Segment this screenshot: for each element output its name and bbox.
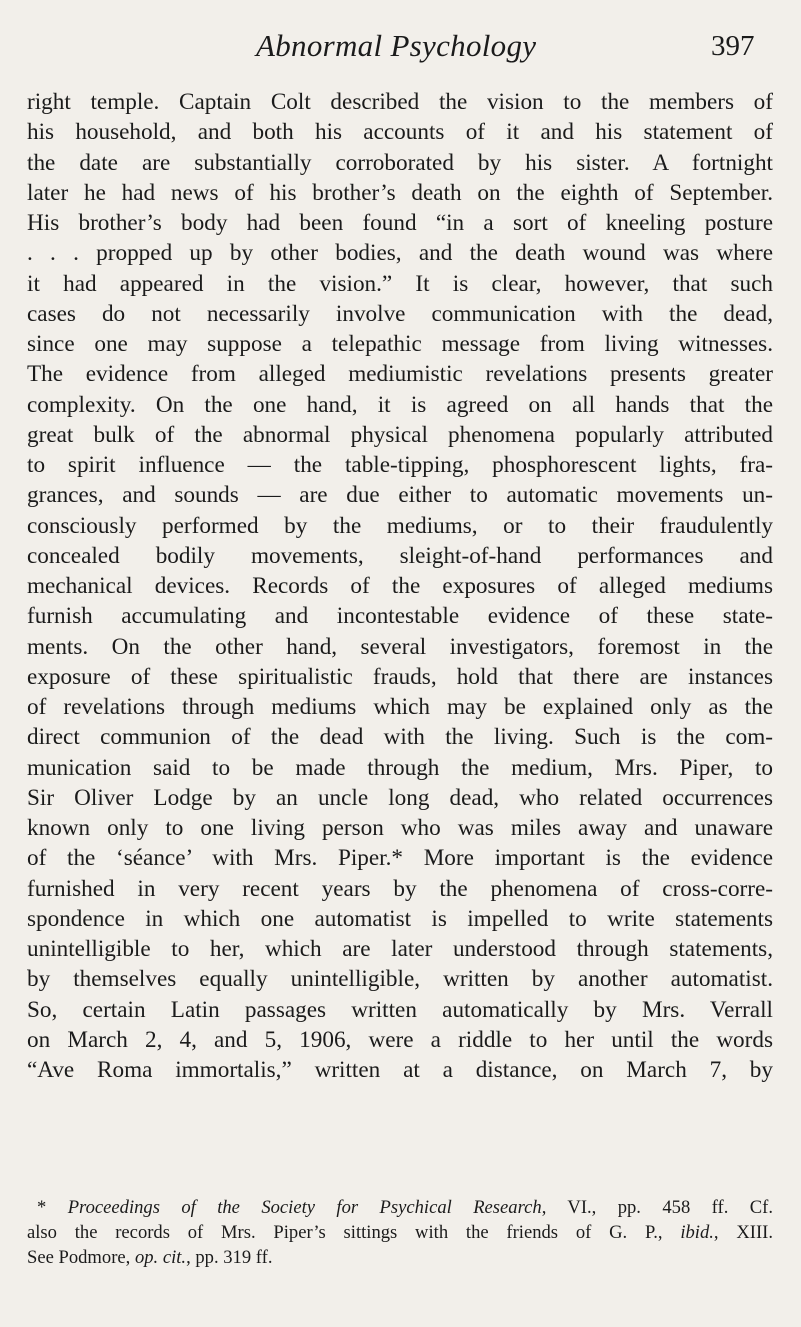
- text-line: Sir Oliver Lodge by an uncle long dead, who related occurrences: [27, 784, 773, 811]
- body-text: [27, 87, 773, 1085]
- text-line: The evidence from alleged mediumistic revelations presents greater: [27, 361, 773, 388]
- text-line: known only to one living person who was miles away and unaware: [27, 815, 773, 841]
- text-line: the date are substantially corroborated by his sister. A fortnight: [27, 149, 773, 176]
- text-line: ments. On the other hand, several investigators, foremost in the: [27, 633, 773, 660]
- footnote-citation-text: also the records of Mrs. Piper’s sittings with the friends of G. P.,: [27, 1222, 681, 1243]
- text-line: . . . propped up by other bodies, and the death wound was where: [27, 240, 773, 267]
- text-line: right temple. Captain Colt described the vision to the members of: [27, 89, 773, 115]
- text-line: on March 2, 4, and 5, 1906, were a riddle to her until the words: [27, 1026, 773, 1053]
- text-line: great bulk of the abnormal physical phenomena popularly attributed: [27, 421, 773, 448]
- page-header: [0, 28, 801, 68]
- text-line: of the ‘séance’ with Mrs. Piper.* More important is the evidence: [27, 845, 773, 872]
- running-title: Abnormal Psychology: [256, 28, 537, 63]
- footnote-citation-text: , XIII.: [713, 1222, 773, 1243]
- footnote-citation-ibid: ibid.: [680, 1222, 714, 1243]
- text-line: grances, and sounds — are due either to automatic movements un-: [27, 482, 773, 509]
- text-line: exposure of these spiritualistic frauds, hold that there are instances: [27, 663, 773, 690]
- text-line: to spirit influence — the table-tipping, phosphorescent lights, fra-: [27, 452, 773, 478]
- text-line: furnished in very recent years by the phenomena of cross-corre-: [27, 875, 773, 902]
- text-line: since one may suppose a telepathic message from living witnesses.: [27, 331, 773, 357]
- page-number: 397: [711, 30, 755, 62]
- footnote-line: [27, 1245, 773, 1270]
- text-line: So, certain Latin passages written automatically by Mrs. Verrall: [27, 996, 773, 1023]
- text-line: mechanical devices. Records of the exposures of alleged mediums: [27, 573, 773, 599]
- text-line: concealed bodily movements, sleight-of-hand performances and: [27, 542, 773, 569]
- text-line: direct communion of the dead with the living. Such is the com-: [27, 724, 773, 751]
- text-line: furnish accumulating and incontestable evidence of these state-: [27, 603, 773, 630]
- text-line: cases do not necessarily involve communication with the dead,: [27, 300, 773, 327]
- footnote-marker: *: [37, 1197, 68, 1218]
- footnote-citation-text: , VI., pp. 458 ff. Cf.: [541, 1197, 773, 1218]
- footnote-citation-text: , pp. 319 ff.: [186, 1247, 273, 1268]
- text-line: later he had news of his brother’s death on the eighth of September.: [27, 179, 773, 206]
- text-line: munication said to be made through the medium, Mrs. Piper, to: [27, 754, 773, 781]
- text-line: His brother’s body had been found “in a sort of kneeling posture: [27, 210, 773, 236]
- footnote-line: [27, 1220, 773, 1245]
- footnote-citation-text: See Podmore,: [27, 1247, 135, 1268]
- text-line: by themselves equally unintelligible, written by another automatist.: [27, 966, 773, 993]
- footnote-citation-title: Proceedings of the Society for Psychical Research: [67, 1197, 542, 1218]
- text-line: consciously performed by the mediums, or to their fraudulently: [27, 512, 773, 539]
- text-line: unintelligible to her, which are later understood through statements,: [27, 936, 773, 962]
- text-line: his household, and both his accounts of it and his statement of: [27, 119, 773, 146]
- text-line: complexity. On the one hand, it is agreed on all hands that the: [27, 391, 773, 418]
- footnote-citation-opcit: op. cit.: [134, 1247, 187, 1268]
- text-line: it had appeared in the vision.” It is clear, however, that such: [27, 270, 773, 297]
- footnote-line: [27, 1195, 773, 1220]
- text-line: of revelations through mediums which may be explained only as the: [27, 694, 773, 720]
- footnote: [27, 1195, 773, 1270]
- text-line: spondence in which one automatist is impelled to write statements: [27, 905, 773, 932]
- text-line: “Ave Roma immortalis,” written at a distance, on March 7, by: [27, 1057, 773, 1083]
